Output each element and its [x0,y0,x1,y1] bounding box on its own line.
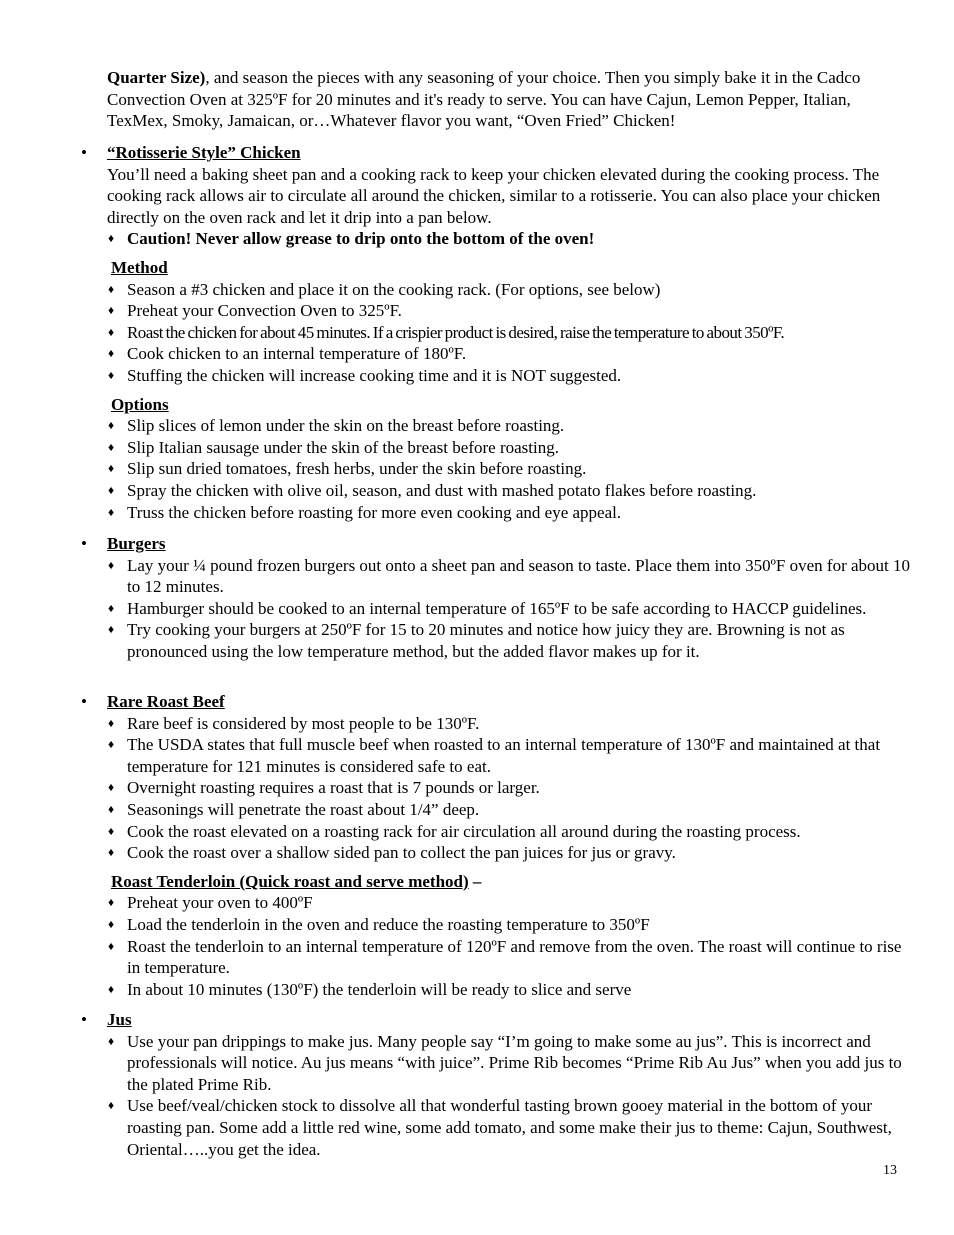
section-title: Burgers [107,534,166,553]
bullet-icon: • [81,692,87,711]
subheading-roast-tenderloin [81,871,911,893]
diamond-bullet-icon: ♦ [108,737,115,752]
list-item [81,892,911,914]
tenderloin-list [81,892,911,1000]
intro-text: , and season the pieces with any seasoning of your choice. Then you simply bake it in the Cadco Convection Oven at 325ºF for 20 minutes and it's ready to serve. You can have Cajun, Lemon Pepper, Italian, TexMex, Smoky, Jamaican, or…Whatever flavor you want, “Oven Fried” Chicken! [107,68,861,131]
diamond-bullet-icon: ♦ [108,324,114,339]
list-item-text: In about 10 minutes (130ºF) the tenderloin will be ready to slice and serve [127,979,632,999]
caution-list [81,228,911,250]
diamond-bullet-icon: ♦ [108,1098,115,1113]
intro-paragraph [107,67,907,132]
section-jus [81,1009,911,1160]
list-item [81,979,911,1001]
diamond-bullet-icon: ♦ [108,346,115,361]
diamond-bullet-icon: ♦ [108,1033,115,1048]
list-item-text: Roast the chicken for about 45 minutes. If a crispier product is desired, raise the temperature to about 350ºF. [127,322,785,342]
list-item-text: Rare beef is considered by most people to be 130ºF. [127,713,480,733]
page-number: 13 [883,1163,897,1178]
list-item-text: Slip sun dried tomatoes, fresh herbs, under the skin before roasting. [127,459,587,479]
list-item [81,598,911,620]
diamond-bullet-icon: ♦ [108,281,115,296]
list-item-text: Cook chicken to an internal temperature of 180ºF. [127,344,467,364]
diamond-bullet-icon: ♦ [108,938,115,953]
diamond-bullet-icon: ♦ [108,439,115,454]
list-item-text: Season a #3 chicken and place it on the cooking rack. (For options, see below) [127,279,661,299]
list-item-text: Use your pan drippings to make jus. Many people say “I’m going to make some au jus”. This is incorrect and professionals will notice. Au jus means “with juice”. Prime Rib becomes “Prime Rib Au Jus” when you add jus to the plated Prime Rib. [127,1031,902,1094]
bullet-icon: • [81,1010,87,1029]
caution-text: Caution! Never allow grease to drip onto the bottom of the oven! [127,229,595,249]
diamond-bullet-icon: ♦ [108,557,115,572]
caution-item [81,228,911,250]
list-item-text: Preheat your Convection Oven to 325ºF. [127,301,402,321]
section-title: “Rotisserie Style” Chicken [107,143,301,162]
subheading-text: Method [111,257,168,277]
diamond-bullet-icon: ♦ [108,981,115,996]
diamond-bullet-icon: ♦ [108,231,115,246]
list-item [81,343,911,365]
burgers-list [81,555,911,663]
list-item [81,1031,911,1096]
list-item [81,458,911,480]
list-item-text: Lay your ¼ pound frozen burgers out onto a sheet pan and season to taste. Place them into 350ºF oven for about 10 to 12 minutes. [127,555,911,597]
diamond-bullet-icon: ♦ [108,823,115,838]
list-item [81,322,911,344]
section-title: Rare Roast Beef [107,692,225,711]
list-item [81,1095,911,1160]
list-item [81,842,911,864]
section-heading [81,533,911,555]
list-item-text: Preheat your oven to 400ºF [127,893,313,913]
section-rare-roast-beef [81,691,911,1000]
diamond-bullet-icon: ♦ [108,600,115,615]
section-heading [81,142,911,164]
list-item [81,799,911,821]
subheading-suffix: – [468,871,482,891]
options-list [81,415,911,523]
subheading-text: Options [111,394,169,414]
list-item-text: Cook the roast over a shallow sided pan to collect the pan juices for jus or gravy. [127,843,676,863]
list-item-text: Slip slices of lemon under the skin on the breast before roasting. [127,416,565,436]
diamond-bullet-icon: ♦ [108,801,115,816]
list-item-text: Cook the roast elevated on a roasting rack for air circulation all around during the roasting process. [127,821,801,841]
list-item-text: Spray the chicken with olive oil, season, and dust with mashed potato flakes before roasting. [127,480,757,500]
list-item-text: Seasonings will penetrate the roast about 1/4” deep. [127,799,480,819]
list-item-text: Try cooking your burgers at 250ºF for 15 to 20 minutes and notice how juicy they are. Browning is not as pronounced using the low temperature method, but the added flavor makes up for it. [127,620,845,661]
section-paragraph: You’ll need a baking sheet pan and a cooking rack to keep your chicken elevated during the cooking process. The cooking rack allows air to circulate all around the chicken, similar to a rotisserie. You can also place your chicken directly on the oven rack and let it drip into a pan below. [107,164,881,227]
list-item [81,415,911,437]
subheading-options [81,394,911,416]
list-item-text: Slip Italian sausage under the skin of the breast before roasting. [127,437,559,457]
bullet-icon: • [81,143,87,162]
diamond-bullet-icon: ♦ [108,303,115,318]
list-item-text: Hamburger should be cooked to an internal temperature of 165ºF to be safe according to HACCP guidelines. [127,598,867,618]
list-item [81,821,911,843]
section-heading [81,691,911,713]
diamond-bullet-icon: ♦ [108,418,115,433]
list-item [81,619,911,662]
list-item-text: Roast the tenderloin to an internal temperature of 120ºF and remove from the oven. The roast will continue to rise in temperature. [127,936,902,978]
method-list [81,279,911,387]
list-item [81,365,911,387]
subheading-text: Roast Tenderloin (Quick roast and serve method) [111,871,469,891]
list-item [81,279,911,301]
list-item [81,502,911,524]
section-title: Jus [107,1010,132,1029]
intro-bold-text: Quarter Size) [107,68,206,87]
bullet-icon: • [81,534,87,553]
section-burgers [81,533,911,663]
diamond-bullet-icon: ♦ [108,482,115,497]
list-item-text: Load the tenderloin in the oven and reduce the roasting temperature to 350ºF [127,914,650,934]
list-item-text: Overnight roasting requires a roast that is 7 pounds or larger. [127,778,540,798]
diamond-bullet-icon: ♦ [108,461,115,476]
list-item-text: The USDA states that full muscle beef when roasted to an internal temperature of 130ºF and maintained at that temperature for 121 minutes is considered safe to eat. [127,735,881,776]
list-item [81,914,911,936]
jus-list [81,1031,911,1161]
diamond-bullet-icon: ♦ [108,622,115,637]
list-item [81,437,911,459]
section-rotisserie-chicken [81,142,911,523]
list-item [81,300,911,322]
list-item [81,480,911,502]
subheading-method [81,257,911,279]
diamond-bullet-icon: ♦ [108,367,115,382]
roast-beef-list [81,713,911,864]
section-heading [81,1009,911,1031]
diamond-bullet-icon: ♦ [108,715,115,730]
diamond-bullet-icon: ♦ [108,780,115,795]
list-item-text: Use beef/veal/chicken stock to dissolve all that wonderful tasting brown gooey material in the bottom of your roasting pan. Some add a little red wine, some add tomato, and some make their jus to theme: Cajun, Southwest, Oriental…..you get the idea. [127,1096,892,1159]
list-item [81,936,911,979]
list-item-text: Stuffing the chicken will increase cooking time and it is NOT suggested. [127,365,622,385]
list-item-text: Truss the chicken before roasting for more even cooking and eye appeal. [127,502,622,522]
list-item [81,713,911,735]
list-item [81,555,911,598]
diamond-bullet-icon: ♦ [108,895,115,910]
diamond-bullet-icon: ♦ [108,916,115,931]
diamond-bullet-icon: ♦ [108,845,115,860]
list-item [81,777,911,799]
diamond-bullet-icon: ♦ [108,504,115,519]
list-item [81,734,911,777]
